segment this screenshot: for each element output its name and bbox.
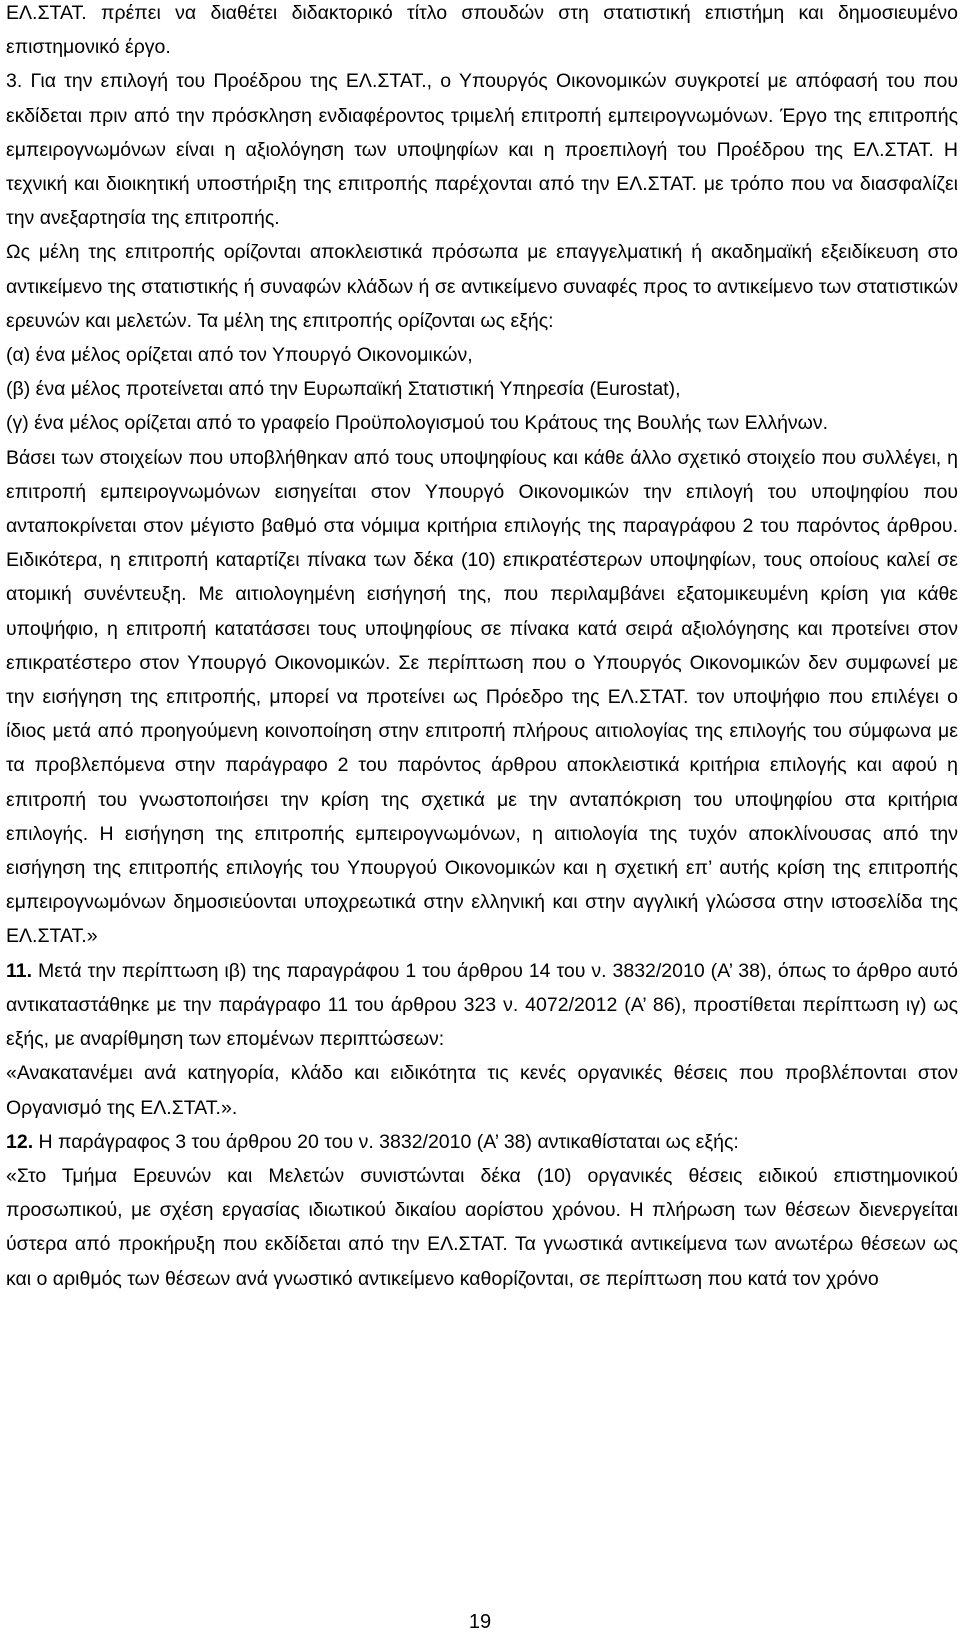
paragraph-item-11-quote: «Ανακατανέμει ανά κατηγορία, κλάδο και ειδικότητα τις κενές οργανικές θέσεις που προβλέπονται στον Οργανισμό της ΕΛ.ΣΤΑΤ.». <box>6 1062 958 1119</box>
item-number-11: 11. <box>6 959 33 982</box>
paragraph-item-12-quote: «Στο Τμήμα Ερευνών και Μελετών συνιστώνται δέκα (10) οργανικές θέσεις ειδικού επιστημονικού προσωπικού, με σχέση εργασίας ιδιωτικού δικαίου αορίστου χρόνου. Η πλήρωση των θέσεων διενεργείται ύστερα από προκήρυξη που εκδίδεται από την ΕΛ.ΣΤΑΤ. Τα γνωστικά αντικείμενα των ανωτέρω θέσεων ως και ο αριθμός των θέσεων ανά γνωστικό αντικείμενο καθορίζονται, σε περίπτωση που κατά τον χρόνο <box>6 1164 958 1290</box>
list-item-a: (α) ένα μέλος ορίζεται από τον Υπουργό Οικονομικών, <box>6 344 473 367</box>
paragraph-item-12 <box>6 1125 958 1159</box>
paragraph-item-11 <box>6 954 958 1057</box>
list-item-c: (γ) ένα μέλος ορίζεται από το γραφείο Προϋπολογισμού του Κράτους της Βουλής των Ελλήνων. <box>6 412 829 435</box>
paragraph-selection-procedure: Βάσει των στοιχείων που υποβλήθηκαν από τους υποψηφίους και κάθε άλλο σχετικό στοιχείο που συλλέγει, η επιτροπή εμπειρογνωμόνων εισηγείται στον Υπουργό Οικονομικών την επιλογή του υποψηφίου που ανταποκρίνεται στον μέγιστο βαθμό στα νόμιμα κριτήρια επιλογής της παραγράφου 2 του παρόντος άρθρου. Ειδικότερα, η επιτροπή καταρτίζει πίνακα των δέκα (10) επικρατέστερων υποψηφίων, τους οποίους καλεί σε ατομική συνέντευξη. Με αιτιολογημένη εισήγησή της, που περιλαμβάνει εξατομικευμένη κρίση για κάθε υποψήφιο, η επιτροπή κατατάσσει τους υποψηφίους σε πίνακα κατά σειρά αξιολόγησης και προτείνει στον επικρατέστερο στον Υπουργό Οικονομικών. Σε περίπτωση που ο Υπουργός Οικονομικών δεν συμφωνεί με την εισήγηση της επιτροπής, μπορεί να προτείνει ως Πρόεδρο της ΕΛ.ΣΤΑΤ. τον υποψήφιο που επιλέγει ο ίδιος μετά από προηγούμενη κοινοποίηση στην επιτροπή πλήρους αιτιολογίας της επιλογής του σύμφωνα με τα προβλεπόμενα στην παράγραφο 2 του παρόντος άρθρου αποκλειστικά κριτήρια επιλογής και αφού η επιτροπή του γνωστοποιήσει την κρίση της σχετικά με την ανταπόκριση του υποψηφίου στα κριτήρια επιλογής. Η εισήγηση της επιτροπής εμπειρογνωμόνων, η αιτιολογία της τυχόν αποκλίνουσας από την εισήγηση της επιτροπής επιλογής του Υπουργού Οικονομικών και η σχετική επ’ αυτής κρίση της επιτροπής εμπειρογνωμόνων δημοσιεύονται υποχρεωτικά στην ελληνική και στην αγγλική γλώσσα στην ιστοσελίδα της ΕΛ.ΣΤΑΤ.» <box>6 446 958 948</box>
paragraph-qualifications: ΕΛ.ΣΤΑΤ. πρέπει να διαθέτει διδακτορικό τίτλο σπουδών στη στατιστική επιστήμη και δημοσιευμένο επιστημονικό έργο. <box>6 2 958 59</box>
paragraph-committee-members: Ως μέλη της επιτροπής ορίζονται αποκλειστικά πρόσωπα με επαγγελματική ή ακαδημαϊκή εξειδίκευση στο αντικείμενο της στατιστικής ή συναφών κλάδων ή σε αντικείμενο συναφές προς το αντικείμενο των στατιστικών ερευνών και μελετών. Τα μέλη της επιτροπής ορίζονται ως εξής: <box>6 241 958 332</box>
document-body <box>6 0 958 1296</box>
list-item-b: (β) ένα μέλος προτείνεται από την Ευρωπαϊκή Στατιστική Υπηρεσία (Eurostat), <box>6 378 681 401</box>
item-12-text: Η παράγραφος 3 του άρθρου 20 του ν. 3832/2010 (Α’ 38) αντικαθίσταται ως εξής: <box>38 1130 739 1153</box>
paragraph-3-expert-committee: 3. Για την επιλογή του Προέδρου της ΕΛ.ΣΤΑΤ., ο Υπουργός Οικονομικών συγκροτεί με απόφασή του που εκδίδεται πριν από την πρόσκληση ενδιαφέροντος τριμελή επιτροπή εμπειρογνωμόνων. Έργο της επιτροπής εμπειρογνωμόνων είναι η αξιολόγηση των υποψηφίων και η προεπιλογή του Προέδρου της ΕΛ.ΣΤΑΤ. Η τεχνική και διοικητική υποστήριξη της επιτροπής παρέχονται από την ΕΛ.ΣΤΑΤ. με τρόπο που να διασφαλίζει την ανεξαρτησία της επιτροπής. <box>6 70 958 230</box>
item-11-text: Μετά την περίπτωση ιβ) της παραγράφου 1 του άρθρου 14 του ν. 3832/2010 (Α’ 38), όπως το άρθρο αυτό αντικαταστάθηκε με την παράγραφο 11 του άρθρου 323 ν. 4072/2012 (Α’ 86), προστίθεται περίπτωση ιγ) ως εξής, με αναρίθμηση των επομένων περιπτώσεων: <box>6 959 959 1051</box>
page-number: 19 <box>468 1611 492 1633</box>
item-number-12: 12. <box>6 1130 34 1153</box>
